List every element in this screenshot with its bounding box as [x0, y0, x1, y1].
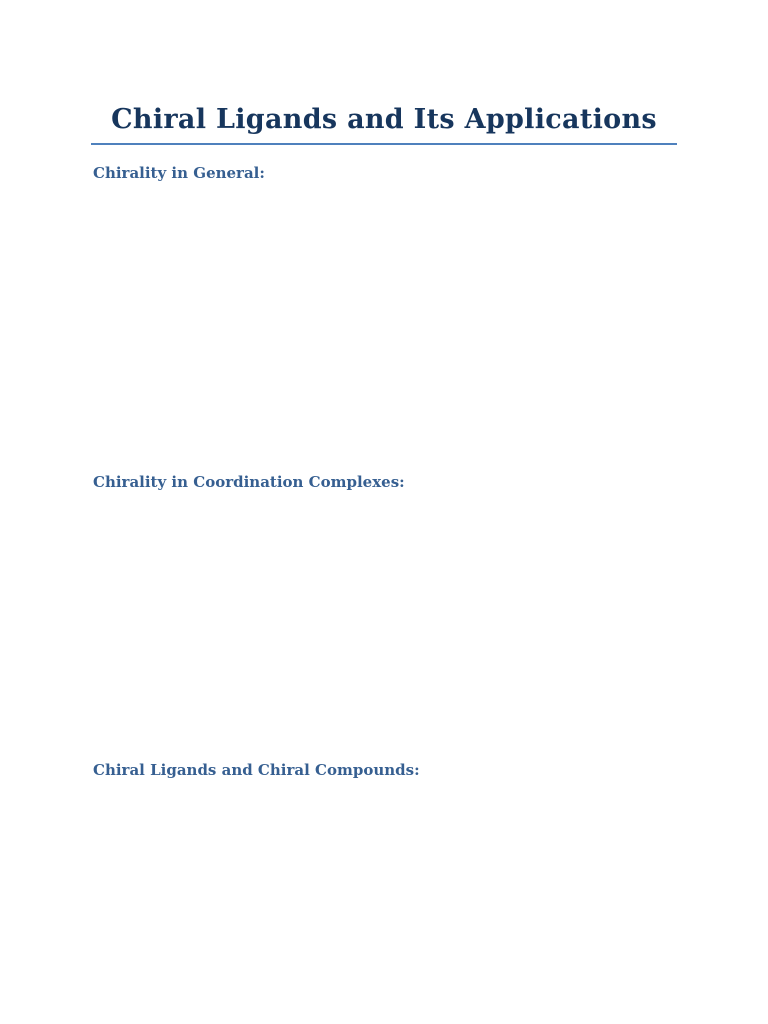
- section-heading-chiral-ligands-compounds: Chiral Ligands and Chiral Compounds:: [93, 761, 420, 779]
- title-underline-rule: [91, 143, 677, 145]
- section-heading-chirality-general: Chirality in General:: [93, 164, 265, 182]
- document-title: Chiral Ligands and Its Applications: [111, 104, 657, 135]
- section-heading-coordination-complexes: Chirality in Coordination Complexes:: [93, 473, 405, 491]
